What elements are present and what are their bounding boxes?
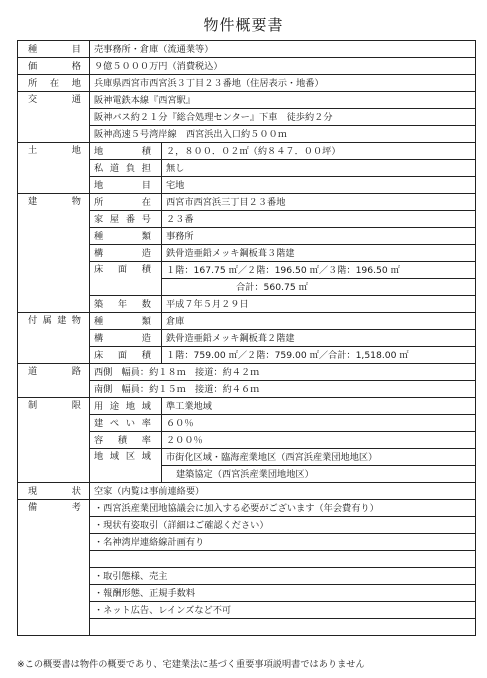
tatemono-sub: 種 類: [90, 228, 162, 245]
fuzoku-value: 倉庫: [162, 313, 476, 330]
biko-line: ・取引態様、売主: [90, 568, 476, 585]
row-label-tatemono: 建 物: [18, 194, 90, 313]
table-row: [18, 313, 476, 330]
row-label-biko: 備 考: [18, 500, 90, 636]
table-row: [18, 194, 476, 211]
table-row: [18, 143, 476, 160]
row-value-kakaku: ９億５０００万円（消費税込）: [90, 58, 476, 75]
tatemono-value: 合計：560.75 ㎡: [162, 279, 476, 296]
biko-line: [90, 619, 476, 636]
seigen-value: ６０％: [162, 415, 476, 432]
tatemono-sub: 家屋番号: [90, 211, 162, 228]
row-label-kakaku: 価 格: [18, 58, 90, 75]
table-row: [18, 41, 476, 58]
table-row: [18, 398, 476, 415]
tatemono-value: 平成７年５月２９日: [162, 296, 476, 313]
page-title: 物件概要書: [203, 16, 284, 34]
row-label-fuzoku: 付属建物: [18, 313, 90, 364]
row-label-genjo: 現 状: [18, 483, 90, 500]
tochi-value: 無し: [162, 160, 476, 177]
tatemono-value: 西宮市西宮浜三丁目２３番地: [162, 194, 476, 211]
fuzoku-value: 鉄骨造亜鉛メッキ鋼板葺２階建: [162, 330, 476, 347]
seigen-value: 準工業地域: [162, 398, 476, 415]
tochi-sub: 地 目: [90, 177, 162, 194]
biko-line: ・報酬形態、正規手数料: [90, 585, 476, 602]
table-row: [18, 364, 476, 381]
seigen-sub: 容積率: [90, 432, 162, 449]
fuzoku-value: １階：759.00 ㎡／２階：759.00 ㎡／合計：1,518.00 ㎡: [162, 347, 476, 364]
tatemono-value: 事務所: [162, 228, 476, 245]
biko-line: ・現状有姿取引（詳細はご確認ください）: [90, 517, 476, 534]
tatemono-sub: 構 造: [90, 245, 162, 262]
doro-line: 西側 幅員：約１８ｍ 接道：約４２ｍ: [90, 364, 476, 381]
row-label-seigen: 制 限: [18, 398, 90, 483]
table-row: [18, 92, 476, 109]
seigen-value: 建築協定（西宮浜産業団地地区）: [162, 466, 476, 483]
tatemono-value: １階：167.75 ㎡／２階：196.50 ㎡／３階：196.50 ㎡: [162, 262, 476, 279]
seigen-sub: 用途地域: [90, 398, 162, 415]
row-label-tochi: 土 地: [18, 143, 90, 194]
table-row: [18, 75, 476, 92]
kotsu-line: 阪神電鉄本線『西宮駅』: [90, 92, 476, 109]
seigen-value: ２００％: [162, 432, 476, 449]
tatemono-sub: 築年数: [90, 296, 162, 313]
tatemono-value: 鉄骨造亜鉛メッキ鋼板葺３階建: [162, 245, 476, 262]
table-row: [18, 483, 476, 500]
seigen-value: 市街化区域・臨海産業地区（西宮浜産業団地地区）: [162, 449, 476, 466]
row-label-shumoku: 種 目: [18, 41, 90, 58]
seigen-sub: 建ぺい率: [90, 415, 162, 432]
row-label-doro: 道 路: [18, 364, 90, 398]
row-value-shumoku: 売事務所・倉庫（流通業等）: [90, 41, 476, 58]
tochi-sub: 地 積: [90, 143, 162, 160]
kotsu-line: 阪神バス約２１分『総合処理センター』下車 徒歩約２分: [90, 109, 476, 126]
biko-line: ・ネット広告、レインズなど不可: [90, 602, 476, 619]
row-value-genjo: 空家（内覧は事前連絡要）: [90, 483, 476, 500]
biko-line: ・名神湾岸連絡線計画有り: [90, 534, 476, 551]
tatemono-sub: 床面積: [90, 262, 162, 296]
biko-line: ・西宮浜産業団地協議会に加入する必要がございます（年会費有り）: [90, 500, 476, 517]
row-label-shozaichi: 所在地: [18, 75, 90, 92]
row-value-shozaichi: 兵庫県西宮市西宮浜３丁目２３番地（住居表示・地番）: [90, 75, 476, 92]
tatemono-value: ２３番: [162, 211, 476, 228]
tochi-value: 宅地: [162, 177, 476, 194]
table-row: [18, 500, 476, 517]
footnote: ※この概要書は物件の概要であり、宅建業法に基づく重要事項説明書ではありません: [17, 659, 365, 670]
tatemono-sub: 所 在: [90, 194, 162, 211]
fuzoku-sub: 種 類: [90, 313, 162, 330]
row-label-kotsu: 交 通: [18, 92, 90, 143]
biko-line: [90, 551, 476, 568]
property-summary-table: [17, 40, 476, 636]
table-row: [18, 58, 476, 75]
kotsu-line: 阪神高速５号湾岸線 西宮浜出入口約５００ｍ: [90, 126, 476, 143]
fuzoku-sub: 床面積: [90, 347, 162, 364]
seigen-sub: 地域区域: [90, 449, 162, 483]
fuzoku-sub: 構 造: [90, 330, 162, 347]
doro-line: 南側 幅員：約１５ｍ 接道：約４６ｍ: [90, 381, 476, 398]
tochi-value: ２，８００．０２㎡（約８４７．００坪）: [162, 143, 476, 160]
tochi-sub: 私道負担: [90, 160, 162, 177]
